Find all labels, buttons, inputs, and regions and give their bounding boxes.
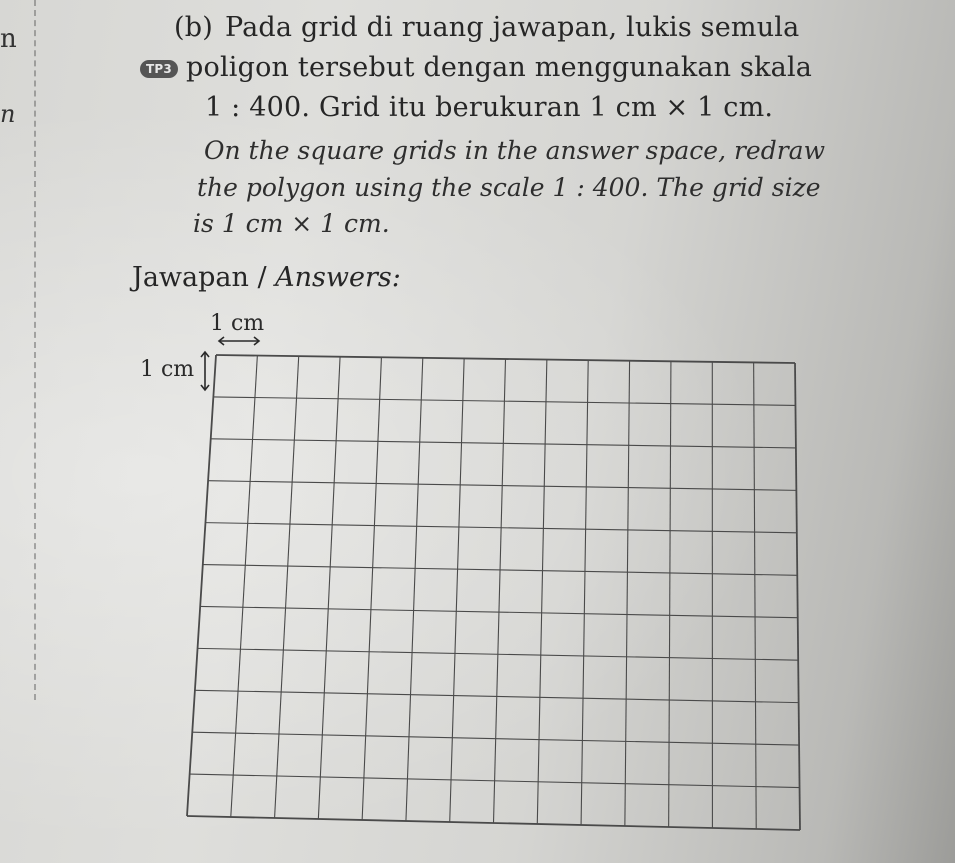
answers-heading-english: Answers: bbox=[275, 262, 401, 293]
question-malay-line-3: 1 : 400. Grid itu berukuran 1 cm × 1 cm. bbox=[205, 92, 774, 123]
grid-column-line bbox=[231, 356, 258, 817]
grid-column-line bbox=[275, 356, 299, 818]
question-label: (b) bbox=[174, 12, 213, 43]
question-line bbox=[174, 12, 799, 43]
page-margin-rule bbox=[34, 0, 36, 700]
question-malay-line-1: Pada grid di ruang jawapan, lukis semula bbox=[224, 12, 800, 43]
unit-label-horizontal: 1 cm bbox=[210, 311, 265, 336]
grid-column-line bbox=[318, 357, 340, 819]
grid-column-line bbox=[362, 357, 381, 820]
margin-text-fragment: n bbox=[0, 24, 17, 54]
grid-column-line bbox=[625, 361, 630, 826]
answers-heading-malay: Jawapan / bbox=[132, 262, 267, 293]
grid-column-line bbox=[754, 362, 757, 829]
margin-text-fragment: n bbox=[0, 100, 16, 128]
answer-square-grid[interactable] bbox=[184, 349, 804, 835]
grid-column-line bbox=[187, 355, 216, 816]
grid-column-line bbox=[669, 361, 671, 827]
question-malay-line-2: poligon tersebut dengan menggunakan skala bbox=[186, 52, 813, 83]
grid-column-line bbox=[494, 359, 506, 823]
grid-column-line bbox=[537, 360, 547, 824]
grid-lines bbox=[187, 355, 800, 830]
grid-column-line bbox=[450, 358, 464, 822]
tp-level-badge: TP3 bbox=[140, 60, 178, 78]
double-arrow-horizontal-icon bbox=[217, 336, 261, 346]
question-english-line-3: is 1 cm × 1 cm. bbox=[193, 209, 390, 238]
question-line bbox=[140, 52, 812, 83]
grid-column-line bbox=[795, 363, 800, 830]
grid-column-line bbox=[406, 358, 423, 821]
answers-heading bbox=[132, 262, 401, 293]
question-english-line-1: On the square grids in the answer space, redraw bbox=[204, 136, 825, 165]
question-english-line-2: the polygon using the scale 1 : 400. The grid size bbox=[197, 173, 821, 202]
grid-column-line bbox=[581, 360, 588, 825]
unit-label-vertical: 1 cm bbox=[140, 357, 195, 382]
